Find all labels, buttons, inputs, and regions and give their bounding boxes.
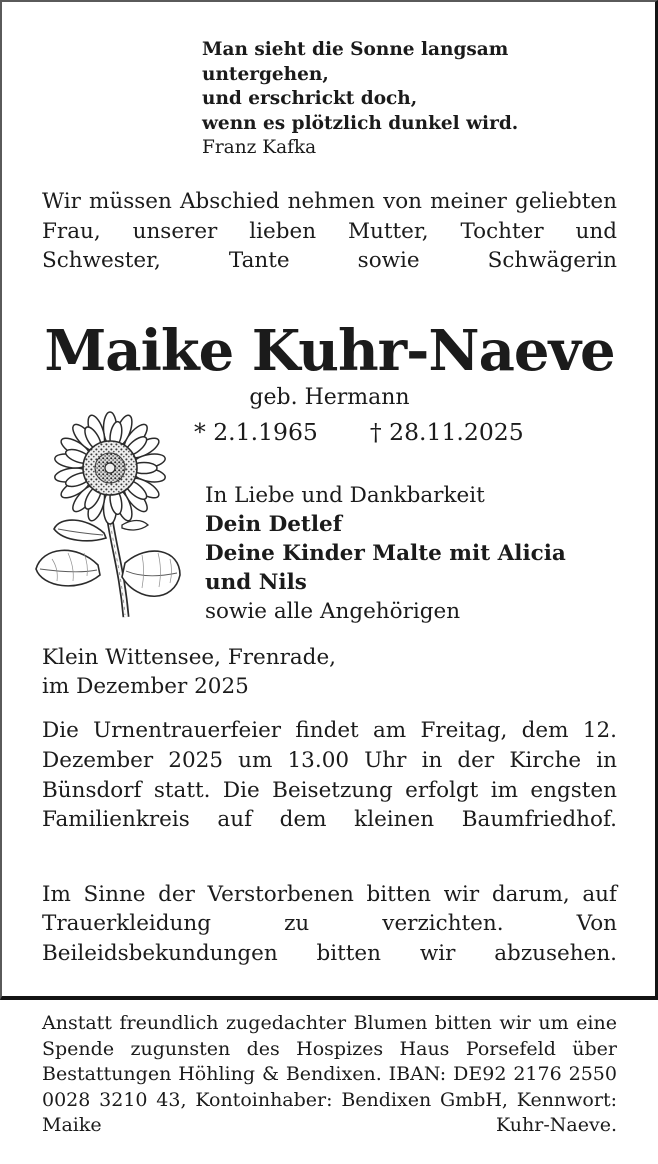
date-line: im Dezember 2025: [42, 674, 249, 700]
quote-line: und erschrickt doch,: [202, 88, 418, 110]
birth-date: 2.1.1965: [213, 418, 318, 447]
died-symbol-icon: †: [369, 418, 382, 447]
place-line: Klein Wittensee, Frenrade,: [42, 644, 336, 670]
mourner-children: Deine Kinder Malte mit Alicia und Nils: [205, 541, 566, 596]
maiden-name: geb. Hermann: [249, 385, 410, 411]
mourners-block: [205, 482, 617, 627]
death-date: 28.11.2025: [389, 418, 524, 447]
sunflower-icon: [30, 413, 192, 617]
quote-attribution: Franz Kafka: [202, 137, 317, 159]
dates-and-family-section: [42, 419, 617, 627]
place-date-block: [42, 643, 617, 701]
mourner-husband: Dein Detlef: [205, 512, 342, 538]
born-symbol-icon: *: [194, 418, 206, 447]
birth-date-group: [194, 418, 318, 446]
quote-line: wenn es plötzlich dunkel wird.: [202, 112, 519, 134]
deceased-name: Maike Kuhr-Naeve: [44, 317, 615, 384]
mourner-relatives: sowie alle Angehörigen: [205, 599, 461, 625]
closing-words: In Liebe und Dankbarkeit: [205, 483, 485, 509]
donation-info-paragraph: Anstatt freundlich zugedachter Blumen bitten wir um eine Spende zugunsten des Hospizes Haus Porsefeld über Bestattungen Höhling & Bendixen. IBAN: DE92 2176 2550 0028 3210 43, Kontoinhaber: Bendixen GmbH, Kennwort: Maike Kuhr-Naeve.: [42, 1012, 617, 1137]
death-date-group: [370, 418, 524, 446]
attire-request-paragraph: Im Sinne der Verstorbenen bitten wir darum, auf Trauerkleidung zu verzichten. Von Beileidsbekundungen bitten wir abzusehen.: [42, 881, 617, 966]
quote-block: [202, 38, 617, 161]
intro-text: Wir müssen Abschied nehmen von meiner geliebten Frau, unserer lieben Mutter, Tochter und Schwester, Tante sowie Schwägerin: [42, 188, 617, 274]
funeral-info-paragraph: Die Urnentrauerfeier findet am Freitag, dem 12. Dezember 2025 um 13.00 Uhr in der Kirche in Bünsdorf statt. Die Beisetzung erfolgt im engsten Familienkreis auf dem kleinen Baumfriedhof.: [42, 718, 617, 833]
quote-line: Man sieht die Sonne langsam untergehen,: [202, 39, 509, 85]
